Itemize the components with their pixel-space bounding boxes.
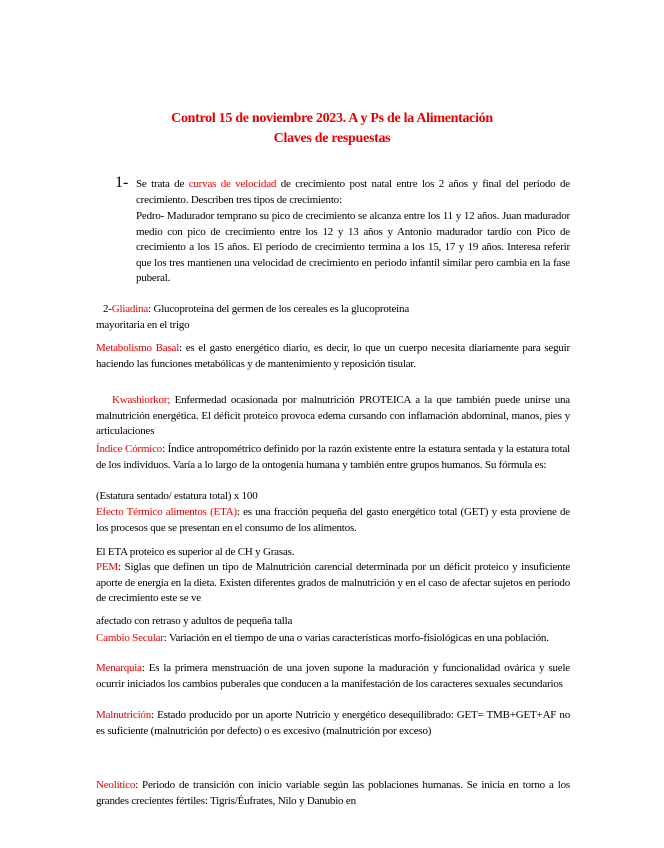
question-1-body: Pedro- Madurador temprano su pico de crecimiento se alcanza entre los 11 y 12 años. Juan madurador medio con pico de crecimiento entre los 12 y 13 años y Antonio madurador tardío con Pico de crecimiento a los 15 años. El periodo de crecimiento termina a los 15, 17 y 19 años. Interesa referir que los tres mantienen una velocidad de crecimiento en periodo infantil similar pero cambia en la fase puberal. [136, 210, 570, 284]
eta-text: : es una fracción pequeña del gasto energético total (GET) y esta proviene de los procesos que se presentan en el consumo de los alimentos. [96, 506, 570, 534]
neolitico-term: Neolítico [96, 779, 136, 791]
question-1-intro [136, 177, 570, 208]
efecto-termico [96, 505, 570, 536]
document-subtitle: Claves de respuestas [273, 131, 391, 146]
q2-prefix: 2- [103, 303, 112, 315]
pem [96, 560, 570, 607]
menarquia-text: : Es la primera menstruación de una joven supone la maduración y funcionalidad ovárica y suele ocurrir iniciados los cambios puberales que conducen a la manifestación de los caracteres sexuales secundarios [96, 662, 570, 690]
indice-text: : Índice antropométrico definido por la razón existente entre la estatura sentada y la estatura total de los individuos. Varía a lo largo de la ontogenia humana y también entre grupos humanos. Su fórmula es: [96, 443, 571, 471]
q1-pre: Se trata de [136, 178, 189, 190]
kwashiorkor-term: Kwashiorkor; [112, 394, 171, 406]
document-title: Control 15 de noviembre 2023. A y Ps de la Alimentación [171, 111, 493, 126]
malnutricion-term: Malnutrición [96, 709, 152, 721]
q2-text: : Glucoproteína del germen de los cereales es la glucoproteína [148, 303, 410, 315]
pem-line2: afectado con retraso y adultos de pequeña talla [96, 615, 293, 627]
eta-term: Efecto Térmico alimentos (ETA) [96, 506, 237, 518]
neolitico-text: : Periodo de transición con inicio variable según las poblaciones humanas. Se inicia en torno a los grandes crecientes fértiles: Tigris/Éufrates, Nilo y Danubio en [96, 779, 570, 807]
cambio-secular [96, 631, 570, 647]
metabolismo-basal [96, 341, 570, 372]
cambio-term: Cambio Secular [96, 632, 164, 644]
q1-post: de crecimiento post natal entre los 2 años y final del periodo de crecimiento. Describen tres tipos de crecimiento: [136, 178, 570, 206]
q2-term: Gliadina [111, 303, 149, 315]
question-2 [103, 302, 513, 318]
menarquia [96, 661, 570, 692]
pem-term: PEM [96, 561, 119, 573]
neolitico [96, 778, 570, 809]
pem-text: : Siglas que definen un tipo de Malnutrición carencial determinada por un déficit proteico y insuficiente aporte de energía en la dieta. Existen diferentes grados de malnutrición y en el caso de afectar sujetos en periodo de crecimiento este se ve [96, 561, 570, 604]
question-1-number: 1- [115, 174, 129, 191]
eta-line2: El ETA proteico es superior al de CH y Grasas. [96, 546, 295, 558]
metabolismo-text: : es el gasto energético diario, es decir, lo que un cuerpo necesita diariamente para seguir haciendo las funciones metabólicas y de mantenimiento y reposición tisular. [96, 342, 570, 370]
indice-formula: (Estatura sentado/ estatura total) x 100 [96, 490, 258, 502]
q1-term: curvas de velocidad [188, 178, 277, 190]
indice-cormico [96, 442, 570, 473]
kwashiorkor [96, 393, 570, 440]
cambio-text: : Variación en el tiempo de una o varias características morfo-fisiológicas en una población. [163, 632, 549, 644]
question-2-line2: mayoritaria en el trigo [96, 319, 190, 331]
malnutricion-text: : Estado producido por un aporte Nutricio y energético desequilibrado: GET= TMB+GET+AF no es suficiente (malnutrición por defecto) o es excesivo (malnutrición por exceso) [96, 709, 570, 737]
kwashiorkor-text: Enfermedad ocasionada por malnutrición PROTEICA a la que también puede unirse una malnutrición energética. El déficit proteico provoca edema cursando con inflamación abdominal, manos, pies y articulaciones [96, 394, 570, 437]
metabolismo-term: Metabolismo Basal [96, 342, 180, 354]
indice-term: Índice Córmico [96, 443, 163, 455]
menarquia-term: Menarquia [96, 662, 142, 674]
malnutricion [96, 708, 570, 739]
